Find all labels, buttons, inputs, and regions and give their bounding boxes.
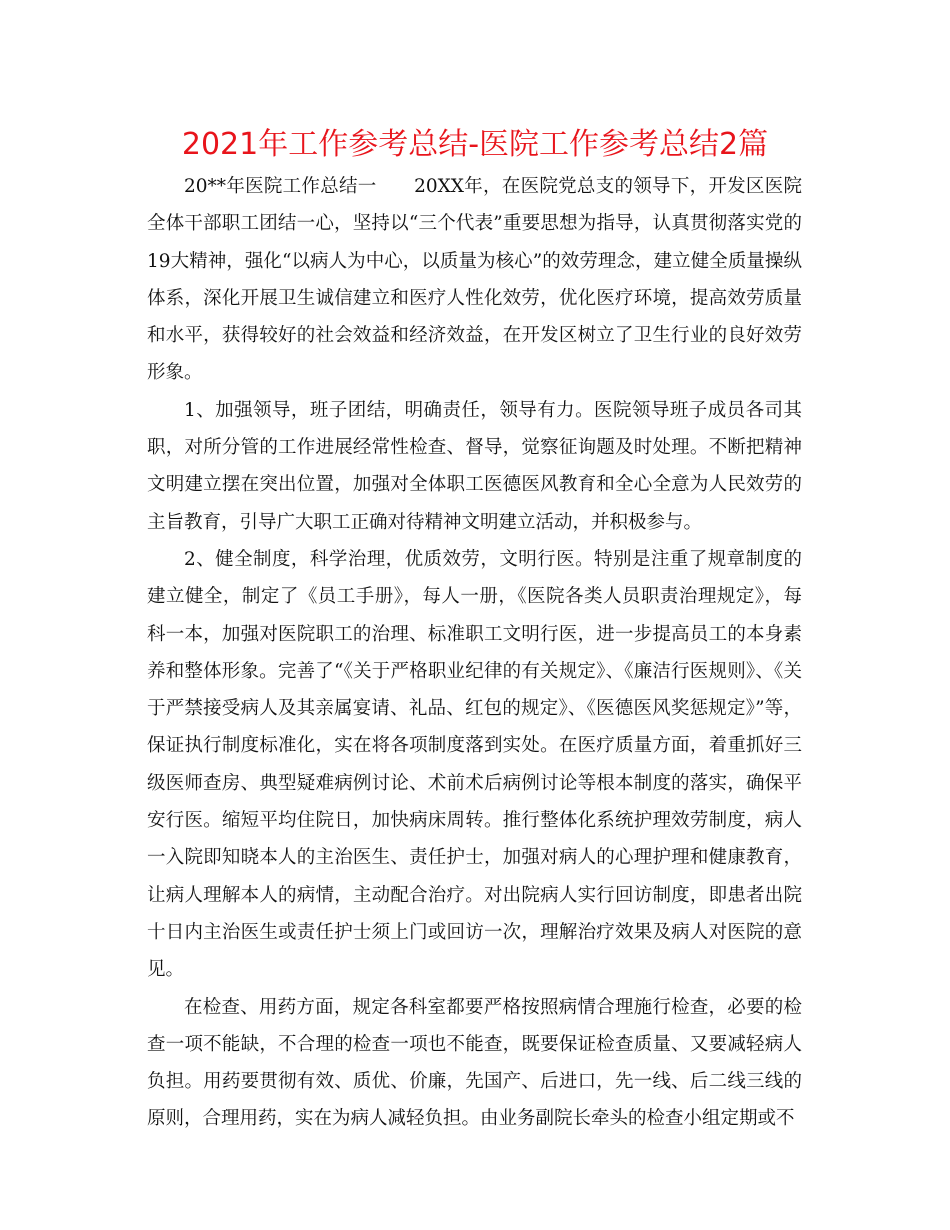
document-body [147, 168, 802, 1138]
paragraph-system: 2、健全制度，科学治理，优质效劳，文明行医。特别是注重了规章制度的建立健全，制定了《员工手册》，每人一册，《医院各类人员职责治理规定》，每科一本，加强对医院职工的治理、标准职工文明行医，进一步提高员工的本身素养和整体形象。完善了“《关于严格职业纪律的有关规定》、《廉洁行医规则》、《关于严禁接受病人及其亲属宴请、礼品、红包的规定》、《医德医风奖惩规定》”等，保证执行制度标准化，实在将各项制度落到实处。在医疗质量方面，着重抓好三级医师查房、典型疑难病例讨论、术前术后病例讨论等根本制度的落实，确保平安行医。缩短平均住院日，加快病床周转。推行整体化系统护理效劳制度，病人一入院即知晓本人的主治医生、责任护士，加强对病人的心理护理和健康教育，让病人理解本人的病情，主动配合治疗。对出院病人实行回访制度，即患者出院十日内主治医生或责任护士须上门或回访一次，理解治疗效果及病人对医院的意见。 [147, 548, 802, 981]
paragraph-intro: 20**年医院工作总结一 20XX年，在医院党总支的领导下，开发区医院全体干部职工团结一心，坚持以“三个代表”重要思想为指导，认真贯彻落实党的19大精神，强化“以病人为中心，以质量为核心”的效劳理念，建立健全质量操纵体系，深化开展卫生诚信建立和医疗人性化效劳，优化医疗环境，提高效劳质量和水平，获得较好的社会效益和经济效益，在开发区树立了卫生行业的良好效劳形象。 [147, 176, 802, 384]
paragraph-leadership: 1、加强领导，班子团结，明确责任，领导有力。医院领导班子成员各司其职，对所分管的工作进展经常性检查、督导，觉察征询题及时处理。不断把精神文明建立摆在突出位置，加强对全体职工医德医风教育和全心全意为人民效劳的主旨教育，引导广大职工正确对待精神文明建立活动，并积极参与。 [147, 399, 802, 533]
paragraph-inspection: 在检查、用药方面，规定各科室都要严格按照病情合理施行检查，必要的检查一项不能缺，不合理的检查一项也不能查，既要保证检查质量、又要减轻病人负担。用药要贯彻有效、质优、价廉，先国产、后进口，先一线、后二线三线的原则，合理用药，实在为病人减轻负担。由业务副院长牵头的检查小组定期或不 [147, 996, 802, 1130]
document-title: 2021年工作参考总结-医院工作参考总结2篇 [181, 127, 769, 162]
